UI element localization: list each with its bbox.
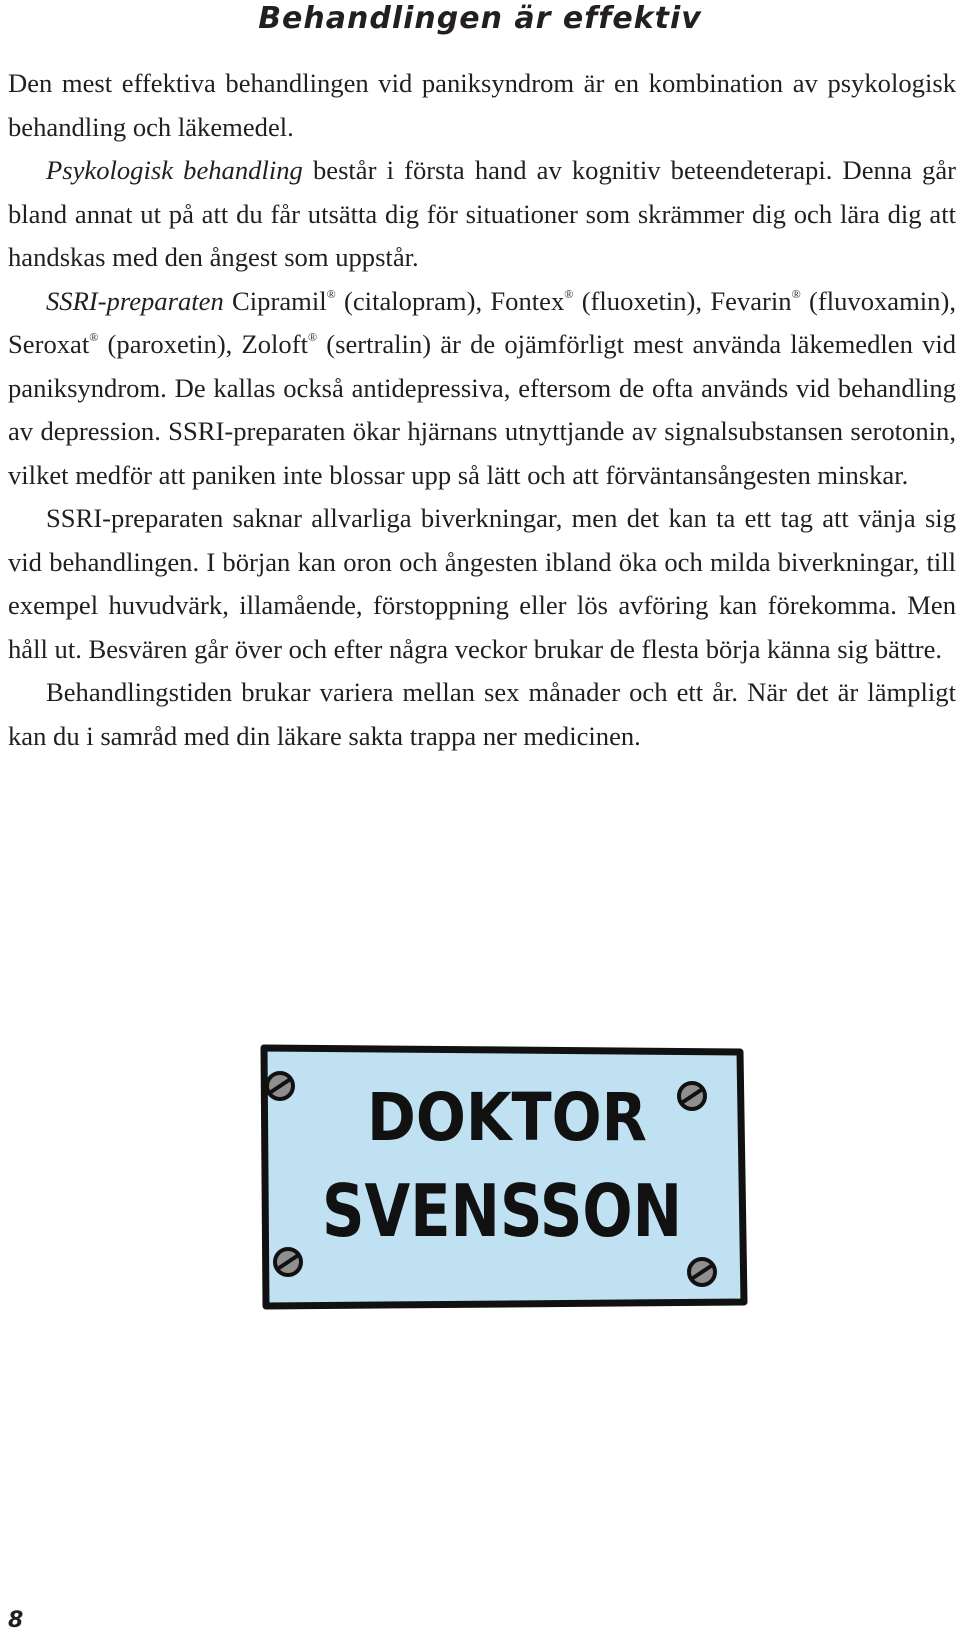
drug-cipramil: Cipramil <box>223 285 327 316</box>
paragraph-intro: Den mest effektiva behandlingen vid paniksyndrom är en kombination av psykologisk behandling och läkemedel. <box>8 68 956 142</box>
screw-bottom-left <box>275 1249 301 1275</box>
screw-bottom-right <box>689 1259 715 1285</box>
article-body <box>8 62 956 758</box>
drug-fevarin: (fluoxetin), Fevarin <box>573 285 792 316</box>
nameplate-svg <box>252 1040 752 1320</box>
drug-zoloft: (paroxetin), Zoloft <box>98 329 308 359</box>
nameplate-text-svensson: SVENSSON <box>322 1169 682 1253</box>
registered-mark: ® <box>564 286 574 301</box>
paragraph-text: består i första hand av kognitiv beteendeterapi. Denna går bland annat ut på att du får utsätta dig för situationer som skrämmer dig och lära dig att handskas med den ångest som uppstår. <box>8 155 956 272</box>
nameplate-text-doktor: DOKTOR <box>367 1079 647 1156</box>
registered-mark: ® <box>326 286 336 301</box>
registered-mark: ® <box>791 286 801 301</box>
doctor-nameplate-illustration <box>252 1040 752 1320</box>
drug-fontex: (citalopram), Fontex <box>335 285 565 316</box>
drug-seroxat: (fluvoxamin), Seroxat <box>8 285 956 359</box>
paragraph-ssri-drugs <box>8 280 956 498</box>
term-ssri-preparaten: SSRI-preparaten <box>46 285 224 316</box>
paragraph-psychological-treatment <box>8 149 956 280</box>
registered-mark: ® <box>89 330 99 344</box>
screw-top-left <box>267 1073 293 1099</box>
term-psykologisk-behandling: Psykologisk behandling <box>46 155 303 185</box>
paragraph-duration: Behandlingstiden brukar variera mellan sex månader och ett år. När det är lämpligt kan du i samråd med din läkare sakta trappa ner medicinen. <box>8 677 956 751</box>
screw-top-right <box>679 1083 705 1109</box>
paragraph-text: (sertralin) är de ojämförligt mest använda läkemedlen vid paniksyndrom. De kallas också antidepressiva, eftersom de ofta används vid behandling av depression. SSRI-preparaten ökar hjärnans utnyttjande av signalsubstansen serotonin, vilket medför att paniken inte blossar upp så lätt och att förväntansångesten minskar. <box>8 329 957 490</box>
page-number: 8 <box>8 1608 24 1633</box>
paragraph-side-effects: SSRI-preparaten saknar allvarliga biverkningar, men det kan ta ett tag att vänja sig vid behandlingen. I början kan oron och ångesten ibland öka och milda biverkningar, till exempel huvudvärk, illamående, förstoppning eller lös avföring kan förekomma. Men håll ut. Besvären går över och efter några veckor brukar de flesta börja känna sig bättre. <box>8 503 956 664</box>
page-heading: Behandlingen är effektiv <box>258 1 702 36</box>
registered-mark: ® <box>307 330 318 344</box>
